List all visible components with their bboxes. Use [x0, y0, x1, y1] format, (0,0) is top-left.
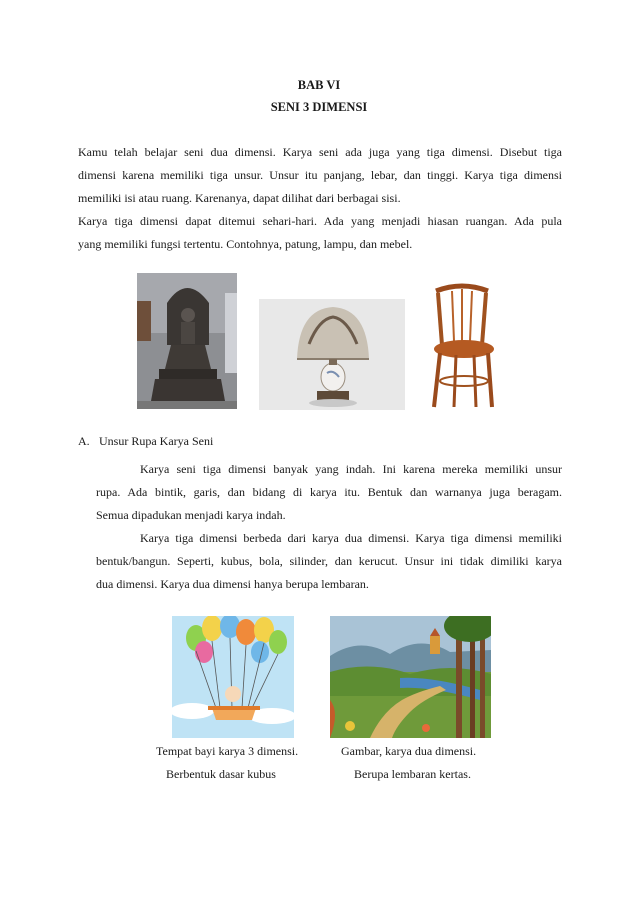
- text-line: Karya seni tiga dimensi banyak yang indah. Ini karena mereka memiliki unsur: [140, 462, 562, 476]
- text-line: Kamu telah belajar seni dua dimensi. Karya seni ada juga yang tiga dimensi. Disebut tiga: [78, 145, 562, 159]
- section-title: Unsur Rupa Karya Seni: [99, 434, 214, 448]
- text-line: Karya tiga dimensi dapat ditemui sehari-hari. Ada yang menjadi hiasan ruangan. Ada pula: [78, 214, 562, 228]
- text-line: bentuk/bangun. Seperti, kubus, bola, silinder, dan kerucut. Unsur ini tidak dimiliki karya: [96, 554, 562, 568]
- section-heading: [78, 434, 213, 449]
- text-line: rupa. Ada bintik, garis, dan bidang di karya itu. Bentuk dan warnanya juga beragam.: [96, 485, 562, 499]
- text-line: dua dimensi. Karya dua dimensi hanya berupa lembaran.: [96, 577, 369, 591]
- statue-photo: [137, 273, 237, 409]
- section-a-paragraph-1: [96, 458, 562, 527]
- intro-paragraph-2: [78, 210, 562, 256]
- chapter-title: SENI 3 DIMENSI: [270, 100, 368, 114]
- caption-right-line-1: Gambar, karya dua dimensi.: [341, 744, 477, 758]
- text-line: dimensi karena memiliki tiga unsur. Unsur itu panjang, lebar, dan tinggi. Karya tiga dimensi: [78, 168, 562, 182]
- section-number: A.: [78, 434, 90, 448]
- caption-right-line-2: Berupa lembaran kertas.: [354, 767, 471, 781]
- section-a-paragraph-2: [96, 527, 562, 596]
- balloon-cradle-photo: [172, 616, 294, 738]
- landscape-painting: [330, 616, 491, 738]
- text-line: Semua dipadukan menjadi karya indah.: [96, 508, 286, 522]
- text-line: Karya tiga dimensi berbeda dari karya dua dimensi. Karya tiga dimensi memiliki: [140, 531, 562, 545]
- chair-photo: [426, 283, 498, 410]
- caption-left-line-1: Tempat bayi karya 3 dimensi.: [156, 744, 299, 758]
- intro-paragraph-1: [78, 141, 562, 210]
- lamp-photo: [259, 299, 405, 410]
- caption-left-line-2: Berbentuk dasar kubus: [166, 767, 276, 781]
- text-line: yang memiliki fungsi tertentu. Contohnya, patung, lampu, dan mebel.: [78, 237, 413, 251]
- chapter-label: BAB VI: [297, 78, 341, 92]
- text-line: memiliki isi atau ruang. Karenanya, dapat dilihat dari berbagai sisi.: [78, 191, 401, 205]
